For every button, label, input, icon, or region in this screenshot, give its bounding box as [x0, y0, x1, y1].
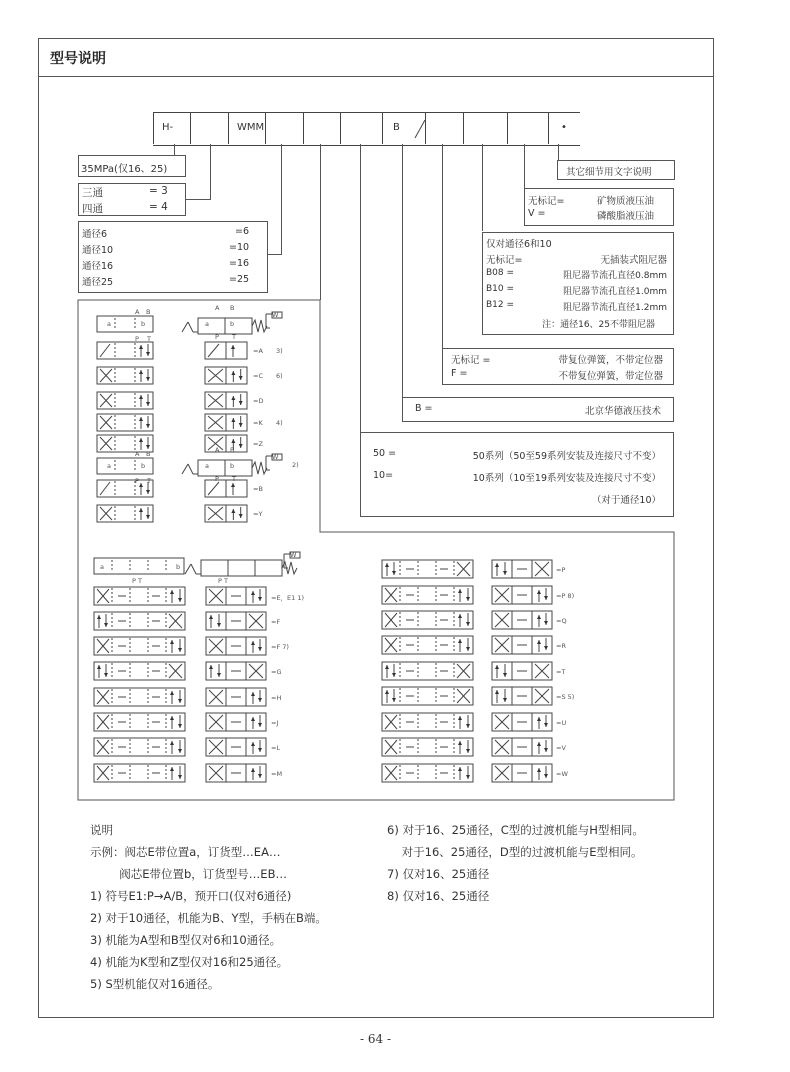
valve-symbol-long: [382, 560, 475, 579]
symbol-code-label: =M: [271, 770, 283, 778]
port-label-W: W: [290, 551, 297, 559]
port-labels-PT: P T: [132, 577, 142, 585]
valve-symbol-long: [94, 662, 187, 681]
port-label-a: a: [107, 320, 111, 328]
symbol-header-position-box: [97, 316, 155, 333]
ways-val: = 3: [149, 185, 168, 197]
valve-symbol-short: [206, 637, 268, 656]
fluid-key: V =: [528, 208, 546, 219]
port-labels-PT: P T: [218, 577, 228, 585]
port-label-T: T: [232, 475, 236, 483]
symbol-code-label: =L: [271, 744, 281, 752]
size-val: =6: [235, 226, 250, 237]
notes-line: 6) 对于16、25通径，C型的过渡机能与H型相同。: [387, 823, 644, 837]
port-label-P: P: [135, 335, 139, 343]
footnote-ref: 2): [292, 461, 299, 469]
valve-symbol-short: [492, 560, 554, 579]
brand-key: B =: [415, 403, 433, 414]
page-title: 型号说明: [50, 51, 106, 67]
valve-symbol-long: [94, 612, 187, 631]
symbol-header-position-box: [97, 458, 155, 475]
series-key: 10=: [373, 470, 394, 481]
valve-symbol-long: [382, 611, 475, 630]
port-label-a: a: [205, 462, 209, 470]
ways-key: 三通: [82, 187, 103, 199]
notes-heading: 说明: [90, 823, 113, 837]
size-val: =16: [229, 258, 250, 269]
fluid-val: 矿物质液压油: [597, 196, 655, 207]
notes-line: 2) 对于10通径，机能为B、Y型，手柄在B端。: [90, 911, 327, 925]
symbol-code-label: =U: [556, 719, 567, 727]
valve-symbol-long: [382, 636, 475, 655]
symbol-code-label: =S 5): [556, 693, 575, 701]
valve-symbol-short: [205, 414, 249, 432]
symbol-code-label: =H: [271, 694, 282, 702]
valve-symbol-short: [492, 636, 554, 655]
valve-symbol-short: [205, 505, 249, 523]
orifice-val: 阻尼器节流孔直径1.2mm: [563, 303, 667, 313]
symbol-code-label: =W: [556, 770, 568, 778]
size-key: 通径6: [82, 229, 108, 240]
detent-val: 不带复位弹簧，带定位器: [558, 371, 663, 382]
notes-line: 4) 机能为K型和Z型仅对16和25通径。: [90, 955, 289, 969]
valve-symbol-short: [492, 687, 554, 706]
other-details-text: 其它细节用文字说明: [566, 167, 652, 178]
valve-symbol-long: [94, 764, 187, 783]
symbol-code-label: =Y: [253, 510, 263, 518]
code-cell-other: •: [548, 112, 580, 144]
ways-val: = 4: [149, 201, 168, 213]
valve-symbol-short: [206, 713, 268, 732]
symbol-code-label: =R: [556, 642, 566, 650]
port-label-A: A: [135, 308, 140, 316]
symbol-code-label: =P 8): [556, 592, 575, 600]
pressure-text: 35MPa(仅16、25): [81, 164, 168, 175]
valve-symbol-long: [382, 713, 475, 732]
symbol-code-label: =F 7): [271, 643, 289, 651]
valve-symbol-long: [97, 435, 155, 453]
notes-line: 7) 仅对16、25通径: [387, 867, 490, 881]
port-label-B: B: [230, 304, 235, 312]
valve-symbol-short: [492, 662, 554, 681]
port-label-B: B: [230, 446, 235, 454]
series-val: 50系列（50至59系列安装及连接尺寸不变）: [472, 451, 661, 462]
port-label-b: b: [141, 462, 146, 470]
valve-symbol-long: [382, 764, 475, 783]
valve-symbol-short: [205, 367, 249, 385]
valve-symbol-long: [94, 688, 187, 707]
port-label-P: P: [135, 477, 139, 485]
footnote-ref: 4): [276, 419, 283, 427]
symbol-code-label: =B: [253, 485, 263, 493]
valve-symbol-long: [94, 637, 187, 656]
size-key: 通径25: [82, 277, 114, 288]
port-label-T: T: [147, 335, 151, 343]
notes-line: 示例：阀芯E带位置a，订货型…EA…: [90, 845, 281, 859]
symbol-header-position-box: [94, 558, 186, 576]
valve-symbol-short: [206, 738, 268, 757]
port-label-A: A: [215, 446, 220, 454]
orifice-val: 阻尼器节流孔直径0.8mm: [563, 271, 667, 281]
port-label-b: b: [176, 563, 181, 571]
valve-symbol-long: [97, 505, 155, 523]
valve-symbol-long: [382, 687, 475, 706]
symbol-code-label: =P: [556, 566, 566, 574]
port-label-b: b: [230, 320, 235, 328]
port-label-a: a: [205, 320, 209, 328]
notes-line: 8) 仅对16、25通径: [387, 889, 490, 903]
valve-symbol-short: [492, 713, 554, 732]
actuator-symbol: [180, 454, 260, 482]
port-label-a: a: [100, 563, 104, 571]
valve-symbol-long: [97, 342, 155, 360]
symbol-code-label: =G: [271, 668, 282, 676]
valve-symbol-short: [206, 662, 268, 681]
symbol-code-label: =K: [253, 419, 263, 427]
orifice-key: B10 =: [486, 284, 515, 294]
detent-key: 无标记 =: [451, 355, 491, 366]
symbol-code-label: =A: [253, 347, 263, 355]
code-brand-text: B: [393, 122, 400, 133]
port-label-B: B: [146, 308, 151, 316]
size-key: 通径10: [82, 245, 114, 256]
actuator-symbol: [183, 554, 293, 582]
page-number: - 64 -: [360, 1032, 392, 1046]
valve-symbol-long: [94, 587, 187, 606]
valve-symbol-short: [206, 587, 268, 606]
valve-symbol-short: [205, 392, 249, 410]
notes-line: 对于16、25通径，D型的过渡机能与E型相同。: [387, 845, 643, 859]
orifice-val: 无插装式阻尼器: [600, 255, 667, 266]
valve-symbol-long: [94, 713, 187, 732]
orifice-key: B12 =: [486, 300, 515, 310]
valve-symbol-long: [382, 662, 475, 681]
port-label-W: W: [272, 453, 279, 461]
symbol-code-label: =D: [253, 397, 264, 405]
port-label-b: b: [230, 462, 235, 470]
symbol-code-label: =T: [556, 668, 566, 676]
symbol-code-label: =F: [271, 618, 281, 626]
valve-symbol-short: [205, 435, 249, 453]
port-label-A: A: [135, 450, 140, 458]
valve-symbol-short: [206, 612, 268, 631]
port-label-A: A: [215, 304, 220, 312]
series-key: 50 =: [373, 448, 397, 459]
symbol-code-label: =C: [253, 372, 263, 380]
port-label-T: T: [147, 477, 151, 485]
port-label-b: b: [141, 320, 146, 328]
footnote-ref: 6): [276, 372, 283, 380]
symbol-code-label: =E，E1 1): [271, 594, 305, 602]
valve-symbol-short: [492, 738, 554, 757]
port-label-P: P: [215, 475, 219, 483]
symbol-code-label: =Q: [556, 617, 567, 625]
footnote-ref: 3): [276, 347, 283, 355]
size-val: =10: [229, 242, 250, 253]
orifice-key: 无标记=: [486, 255, 523, 266]
valve-symbol-short: [205, 342, 249, 360]
size-key: 通径16: [82, 261, 114, 272]
code-cell-series: H-: [153, 112, 190, 144]
symbol-code-label: =V: [556, 744, 566, 752]
orifice-val: 阻尼器节流孔直径1.0mm: [563, 287, 667, 297]
fluid-key: 无标记=: [528, 196, 565, 207]
valve-symbol-long: [382, 586, 475, 605]
valve-symbol-short: [492, 764, 554, 783]
notes-line: 5) S型机能仅对16通径。: [90, 977, 220, 991]
valve-symbol-short: [206, 764, 268, 783]
series-note: （对于通径10）: [591, 495, 661, 506]
series-val: 10系列（10至19系列安装及连接尺寸不变）: [472, 473, 661, 484]
valve-symbol-long: [94, 738, 187, 757]
notes-line: 阀芯E带位置b，订货型号…EB…: [90, 867, 287, 881]
brand-val: 北京华德液压技术: [584, 406, 661, 417]
detent-key: F =: [451, 368, 468, 379]
size-val: =25: [229, 274, 250, 285]
valve-symbol-short: [206, 688, 268, 707]
detent-val: 带复位弹簧，不带定位器: [558, 355, 663, 366]
orifice-key: B08 =: [486, 268, 515, 278]
symbol-code-label: =Z: [253, 440, 263, 448]
valve-symbol-long: [97, 414, 155, 432]
code-cell-type: WMM: [228, 112, 265, 144]
port-label-B: B: [146, 450, 151, 458]
fluid-val: 磷酸脂液压油: [597, 211, 655, 222]
actuator-symbol: [180, 312, 260, 340]
port-label-W: W: [272, 311, 279, 319]
orifice-title: 仅对通径6和10: [486, 239, 552, 250]
ways-key: 四通: [82, 203, 103, 215]
valve-symbol-long: [97, 392, 155, 410]
port-label-T: T: [232, 333, 236, 341]
port-label-P: P: [215, 333, 219, 341]
orifice-note: 注：通径16、25不带阻尼器: [542, 320, 655, 330]
port-label-a: a: [107, 462, 111, 470]
valve-symbol-long: [97, 367, 155, 385]
symbol-code-label: =J: [271, 719, 279, 727]
valve-symbol-short: [492, 611, 554, 630]
valve-symbol-short: [492, 586, 554, 605]
valve-symbol-long: [382, 738, 475, 757]
valve-symbol-short: [205, 480, 249, 498]
valve-symbol-long: [97, 480, 155, 498]
notes-line: 3) 机能为A型和B型仅对6和10通径。: [90, 933, 282, 947]
notes-line: 1) 符号E1:P→A/B，预开口(仅对6通径): [90, 889, 292, 903]
